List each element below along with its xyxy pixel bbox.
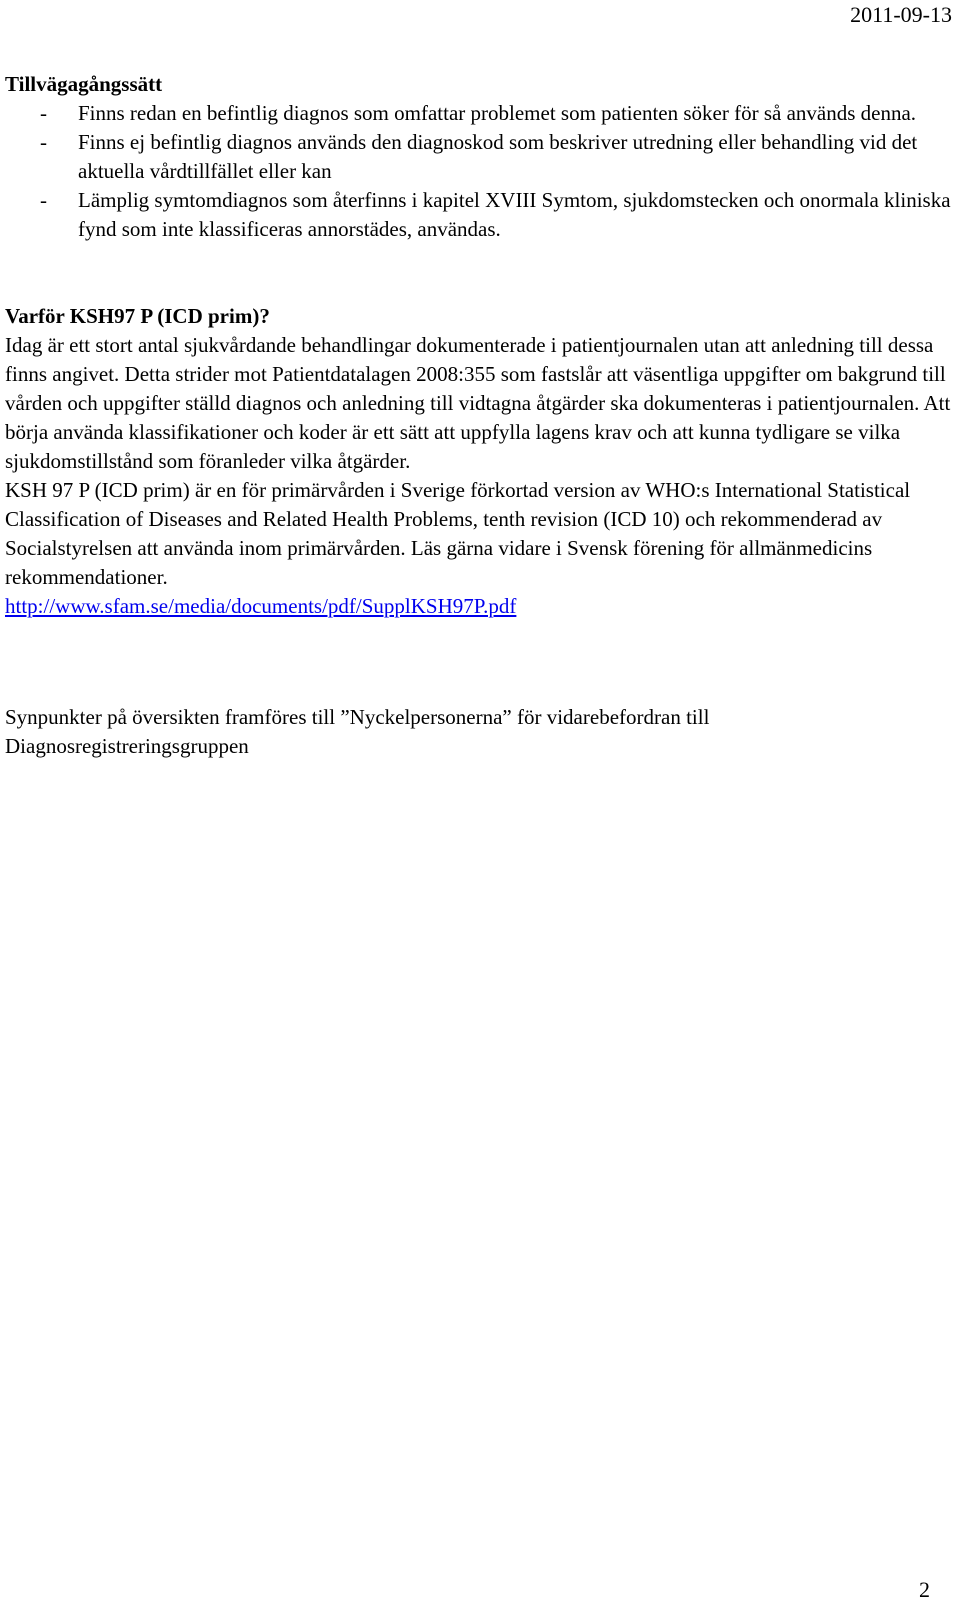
list-dash: - bbox=[40, 188, 47, 212]
list-dash: - bbox=[40, 101, 47, 125]
why-paragraph: Idag är ett stort antal sjukvårdande behandlingar dokumenterade i patientjournalen utan att anledning till dessa finns angivet. Detta strider mot Patientdatalagen 2008:355 som fastslår att väsentliga uppgifter om bakgrund till vården och uppgifter ställd diagnos och anledning till vidtagna åtgärder ska dokumenteras i patientjournalen. Att börja använda klassifikationer och koder är ett sätt att uppfylla lagens krav och att kunna tydligare se vilka sjukdomstillstånd som föranleder vilka åtgärder. bbox=[5, 333, 951, 473]
list-item-text: Finns ej befintlig diagnos används den diagnoskod som beskriver utredning eller behandling vid det aktuella vårdtillfället eller kan bbox=[78, 130, 918, 183]
list-item bbox=[5, 99, 955, 128]
list-item-text: Lämplig symtomdiagnos som återfinns i kapitel XVIII Symtom, sjukdomstecken och onormala kliniska fynd som inte klassificeras annorstädes, användas. bbox=[78, 188, 951, 241]
ksh-paragraph: KSH 97 P (ICD prim) är en för primärvården i Sverige förkortad version av WHO:s International Statistical Classification of Diseases and Related Health Problems, tenth revision (ICD 10) och rekommenderad av Socialstyrelsen att använda inom primärvården. Läs gärna vidare i Svensk förening för allmänmedicins rekommendationer. bbox=[5, 478, 911, 589]
list-item bbox=[5, 186, 955, 244]
link-line bbox=[5, 592, 955, 621]
section-heading-why: Varför KSH97 P (ICD prim)? bbox=[5, 304, 270, 328]
list-item bbox=[5, 128, 955, 186]
feedback-note: Synpunkter på översikten framföres till ”Nyckelpersonerna” för vidarebefordran till Diagnosregistreringsgruppen bbox=[5, 705, 710, 758]
spacer bbox=[5, 244, 955, 302]
approach-list bbox=[5, 99, 955, 244]
sfam-pdf-link[interactable]: http://www.sfam.se/media/documents/pdf/SupplKSH97P.pdf bbox=[5, 594, 517, 618]
list-item-text: Finns redan en befintlig diagnos som omfattar problemet som patienten söker för så används denna. bbox=[78, 101, 917, 125]
spacer bbox=[5, 621, 955, 703]
section-heading-approach: Tillvägagångssätt bbox=[5, 72, 163, 96]
list-dash: - bbox=[40, 130, 47, 154]
document-body bbox=[5, 70, 955, 761]
page-date: 2011-09-13 bbox=[850, 2, 952, 27]
page-number: 2 bbox=[919, 1577, 930, 1602]
